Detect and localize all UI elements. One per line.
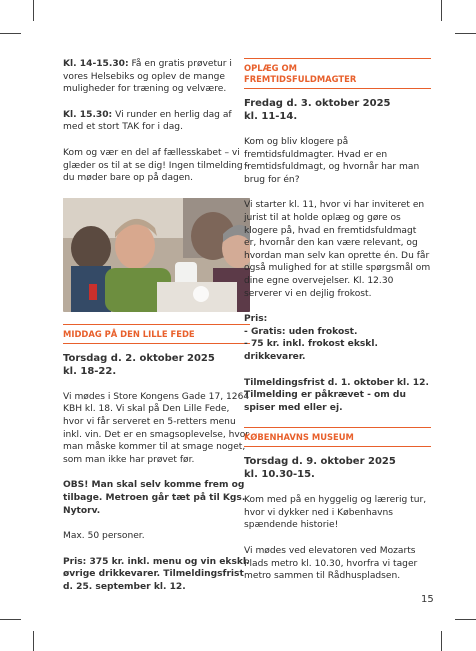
crop-mark: [455, 33, 476, 34]
crop-mark: [441, 0, 442, 21]
paragraph-text: Få en gratis prøvetur i vores Helsebiks og oplev de mange muligheder for træning og velvære.: [63, 59, 232, 95]
paragraph: Vi mødes ved elevatoren ved Mozarts Plads metro kl. 10.30, hvorfra vi tager metro sammen til Rådhuspladsen.: [244, 546, 418, 582]
paragraph: Vi mødes i Store Kongens Gade 17, 1264 KBH kl. 18. Vi skal på Den Lille Fede, hvor vi får serveret en 5-retters menu inkl. vin. Det er en smagsoplevelse, hvor man måske kommer til at smage noget, som man ikke har prøvet før.: [63, 391, 250, 465]
date-line: Torsdag d. 2. oktober 2025: [63, 352, 215, 364]
time-label: Kl. 15.30:: [63, 109, 113, 120]
crop-mark: [455, 619, 476, 620]
crop-mark: [33, 0, 34, 21]
time-label: Kl. 14-15.30:: [63, 59, 129, 69]
price-option: - 75 kr. inkl. frokost ekskl. drikkevarer.: [244, 339, 378, 362]
paragraph: Max. 50 personer.: [63, 531, 145, 542]
paragraph: Vi starter kl. 11, hvor vi har inviteret en jurist til at holde oplæg og gøre os klogere på, hvad en fremtidsfuldmagt er, hvornår den kan være relevant, og hvordan man selv kan oprette én. Du får også mulighed for at stille spørgsmål om dine egne overvejelser. Kl. 12.30 serverer vi en dejlig frokost.: [244, 200, 431, 299]
section-heading: [244, 58, 431, 89]
paragraph: Kom og bliv klogere på fremtidsfuldmagter. Hvad er en fremtidsfuldmagt, og hvornår har man brug for én?: [244, 137, 420, 185]
paragraph: Kom med på en hyggelig og lærerig tur, hvor vi dykker ned i Københavns spændende historie!: [244, 495, 427, 531]
date-line: Torsdag d. 9. oktober 2025: [244, 456, 396, 468]
price-block: [244, 313, 431, 363]
section-heading: MIDDAG PÅ DEN LILLE FEDE: [63, 324, 250, 344]
schedule-paragraph: [63, 58, 250, 96]
photo-people-dining: [63, 198, 250, 312]
registration-paragraph: Tilmeldingsfrist d. 1. oktober kl. 12. Tilmelding er påkrævet - om du spiser med eller ej.: [244, 377, 429, 413]
crop-mark: [0, 33, 21, 34]
heading-line: OPLÆG OM: [244, 63, 297, 73]
heading-line: FREMTIDSFULDMAGTER: [244, 74, 357, 84]
crop-mark: [441, 631, 442, 651]
right-column: [244, 58, 431, 596]
event-date: [244, 97, 431, 123]
event-photo: [63, 198, 250, 312]
section-heading: KØBENHAVNS MUSEUM: [244, 427, 431, 447]
time-line: kl. 11-14.: [244, 111, 298, 122]
left-column: [63, 58, 250, 606]
paragraph-text: Vi runder en herlig dag af med et stort TAK for i dag.: [63, 109, 232, 133]
crop-mark: [0, 619, 21, 620]
event-date: [63, 352, 250, 378]
time-line: kl. 18-22.: [63, 365, 117, 377]
price-paragraph: Pris: 375 kr. inkl. menu og vin ekskl. øvrige drikkevarer. Tilmeldingsfrist d. 25. september kl. 12.: [63, 556, 250, 592]
time-line: kl. 10.30-15.: [244, 469, 315, 481]
schedule-paragraph: [63, 109, 250, 134]
price-option: - Gratis: uden frokost.: [244, 326, 358, 337]
page-number: 15: [421, 594, 434, 605]
notice-paragraph: OBS! Man skal selv komme frem og tilbage. Metroen går tæt på til Kgs. Nytorv.: [63, 480, 246, 516]
event-date: [244, 455, 431, 481]
paragraph: Kom og vær en del af fællesskabet – vi glæder os til at se dig! Ingen tilmelding - du møder bare op på dagen.: [63, 147, 249, 184]
date-line: Fredag d. 3. oktober 2025: [244, 98, 391, 109]
crop-mark: [33, 631, 34, 651]
price-title: Pris:: [244, 314, 268, 325]
